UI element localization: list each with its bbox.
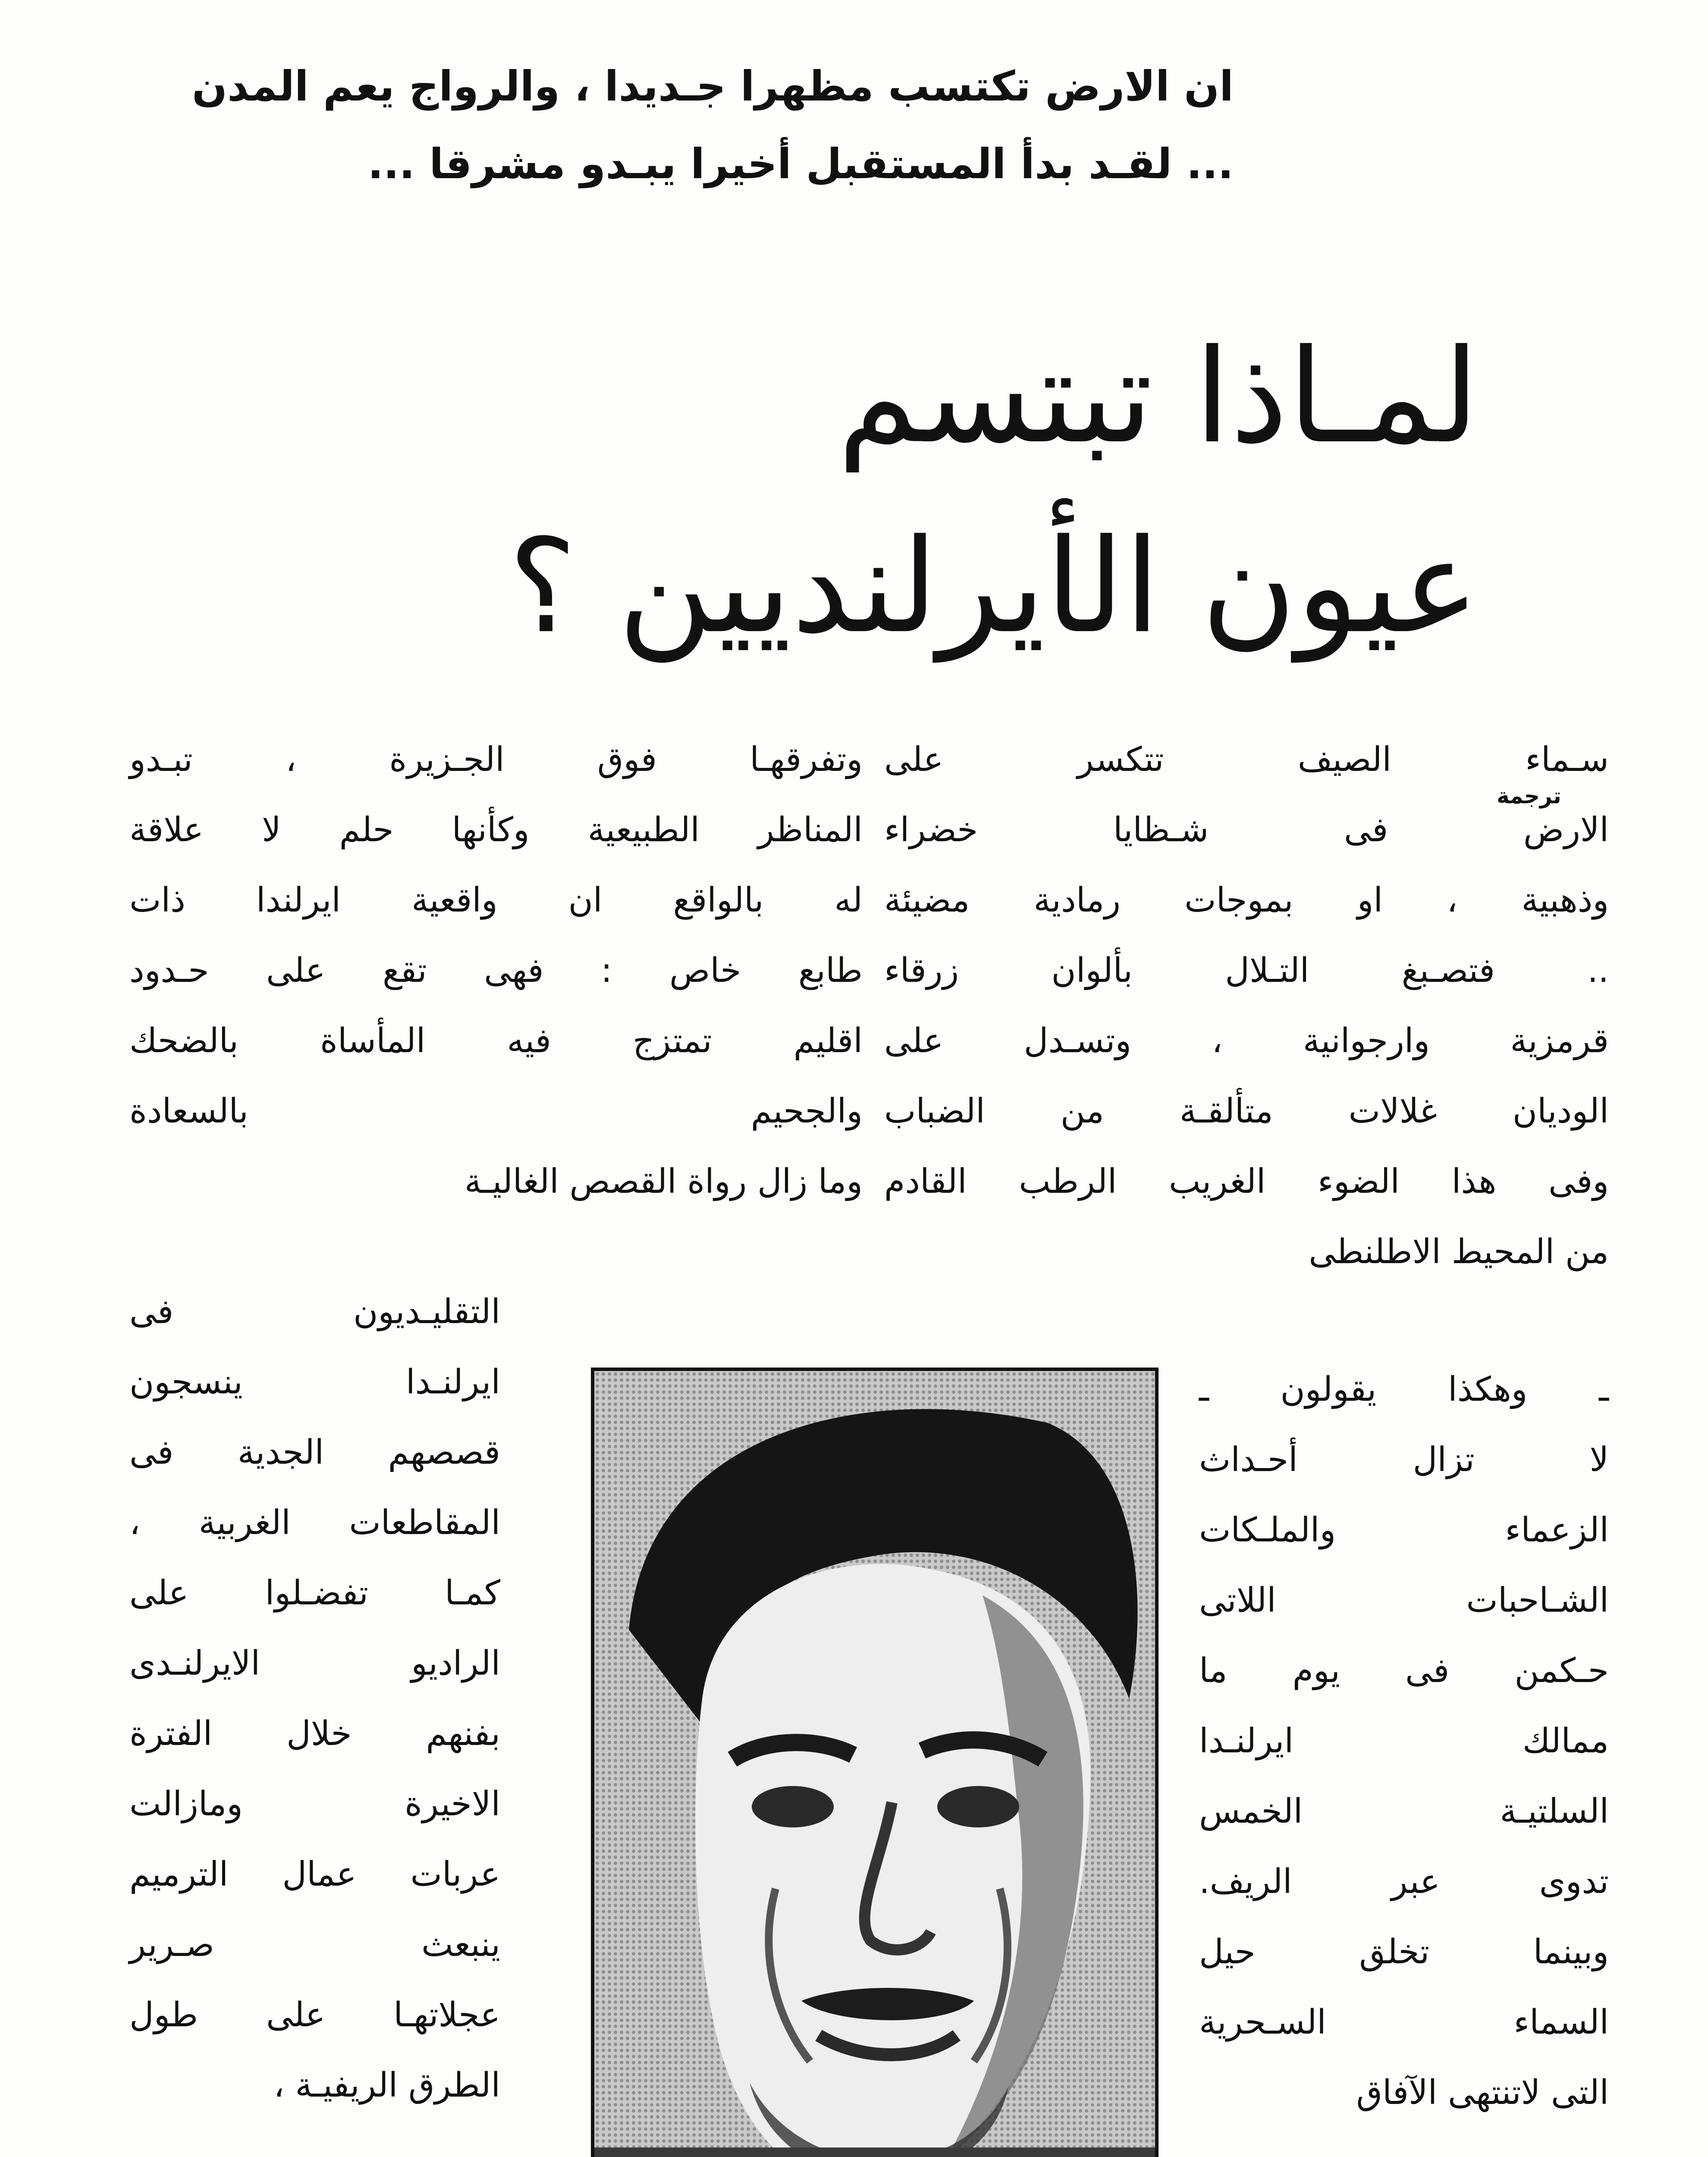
- article-line: له بالواقع ان واقعية ايرلندا ذات: [129, 881, 863, 920]
- headline-line-2: عيون الأيرلنديين ؟: [508, 511, 1479, 662]
- headline-line-1: لمـاذا تبتسم: [837, 321, 1479, 472]
- article-line: حـكمن فى يوم ما: [1199, 1651, 1609, 1690]
- article-line: ايرلنـدا ينسجون: [129, 1363, 500, 1402]
- article-line: المقاطعات الغربية ،: [129, 1503, 500, 1542]
- article-line: .. فتصـبغ التـلال بألوان زرقاء: [884, 951, 1609, 990]
- article-column-left-narrow: [129, 1277, 500, 2121]
- portrait-illustration: [594, 1371, 1155, 2157]
- article-line: عربات عمال الترميم: [129, 1855, 500, 1894]
- article-line: وفى هذا الضوء الغريب الرطب القادم: [884, 1162, 1609, 1201]
- deck-line-1: ان الارض تكتسب مظهرا جـديدا ، والرواج يعم المدن: [192, 62, 1234, 110]
- article-line: السلتيـة الخمس: [1199, 1792, 1609, 1831]
- article-headline: [242, 302, 1479, 682]
- article-column-left-top: [129, 725, 863, 1217]
- article-line: السماء السـحرية: [1199, 2003, 1609, 2042]
- article-line: وذهبية ، او بموجات رمادية مضيئة: [884, 881, 1609, 920]
- article-line: التى لاتنتهى الآفاق: [1356, 2073, 1609, 2112]
- article-line: من المحيط الاطلنطى: [1309, 1233, 1609, 1271]
- article-line: الشـاحبات اللاتى: [1199, 1581, 1609, 1620]
- article-deck: [142, 47, 1234, 203]
- article-line: عجلاتهـا على طول: [129, 1996, 500, 2034]
- article-line: تدوى عبر الريف.: [1199, 1862, 1609, 1901]
- article-line: الاخيرة ومازالت: [129, 1785, 500, 1824]
- portrait-photo: [591, 1368, 1159, 2157]
- article-line: وبينما تخلق حيل: [1199, 1933, 1609, 1971]
- article-line: الارض فى شـظايا خضراء: [884, 811, 1609, 849]
- article-column-right-top: [884, 725, 1609, 1287]
- article-line: طابع خاص : فهى تقع على حـدود: [129, 951, 863, 990]
- article-line: الزعماء والملـكات: [1199, 1511, 1609, 1550]
- article-line: قرمزية وارجوانية ، وتسـدل على: [884, 1022, 1609, 1060]
- article-line: وتفرقهـا فوق الجـزيرة ، تبـدو: [129, 740, 863, 779]
- article-line: والجحيم بالسعادة: [129, 1092, 863, 1131]
- article-line: كمـا تفضـلوا على: [129, 1574, 500, 1613]
- article-column-right-narrow: [1199, 1355, 1609, 2128]
- deck-line-2: ... لقـد بدأ المستقبل أخيرا يبـدو مشرقا ...: [367, 140, 1234, 188]
- article-line: لا تزال أحـداث: [1199, 1440, 1609, 1479]
- article-line: الوديان غلالات متألقـة من الضباب: [884, 1092, 1609, 1131]
- article-line: بفنهم خلال الفترة: [129, 1714, 500, 1753]
- article-line: قصصهم الجدية فى: [129, 1433, 500, 1472]
- byline-mark-text: ترجمة: [1497, 783, 1561, 808]
- article-line: اقليم تمتزج فيه المأساة بالضحك: [129, 1022, 863, 1060]
- article-line: سـماء الصيف تتكسر على: [884, 740, 1609, 779]
- article-line: ينبعث صـرير: [129, 1925, 500, 1964]
- article-line: وما زال رواة القصص الغاليـة: [464, 1162, 863, 1201]
- article-line: التقليـديون فى: [129, 1292, 500, 1331]
- article-line: الطرق الريفيـة ،: [273, 2066, 500, 2105]
- article-line: ـ وهكذا يقولون ـ: [1199, 1370, 1609, 1409]
- article-line: ممالك ايرلنـدا: [1199, 1722, 1609, 1761]
- article-line: الراديو الايرلنـدى: [129, 1644, 500, 1683]
- article-line: المناظر الطبيعية وكأنها حلم لا علاقة: [129, 811, 863, 849]
